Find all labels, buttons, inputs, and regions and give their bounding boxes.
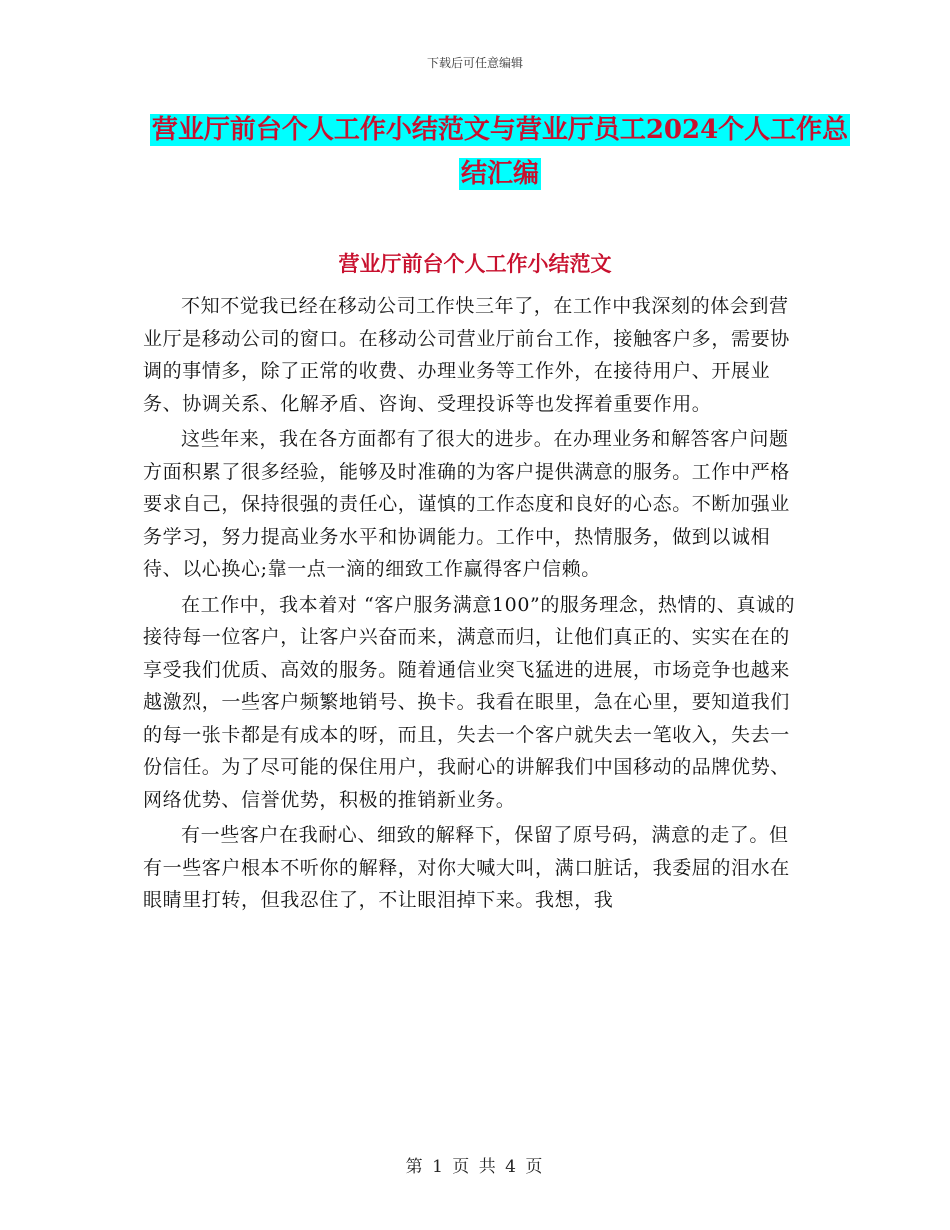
document-title-text: 营业厅前台个人工作小结范文与营业厅员工2024个人工作总结汇编 <box>151 115 849 189</box>
header-note: 下载后可任意编辑 <box>426 56 523 70</box>
section-title: 营业厅前台个人工作小结范文 <box>338 251 612 276</box>
document-body <box>143 290 803 920</box>
paragraph: 在工作中，我本着对 “客户服务满意100”的服务理念，热情的、真诚的接待每一位客户，让客户兴奋而来，满意而归，让他们真正的、实实在在的享受我们优质、高效的服务。随着通信业突飞猛进的进展，市场竞争也越来越激烈，一些客户频繁地销号、换卡。我看在眼里，急在心里，要知道我们的每一张卡都是有成本的呀，而且，失去一个客户就失去一笔收入，失去一份信任。为了尽可能的保住用户，我耐心的讲解我们中国移动的品牌优势、网络优势、信誉优势，积极的推销新业务。 <box>143 593 796 811</box>
paragraph: 不知不觉我已经在移动公司工作快三年了，在工作中我深刻的体会到营业厅是移动公司的窗口。在移动公司营业厅前台工作，接触客户多，需要协调的事情多，除了正常的收费、办理业务等工作外，在接待用户、开展业务、协调关系、化解矛盾、咨询、受理投诉等也发挥着重要作用。 <box>143 295 790 415</box>
page-number-footer: 第 1 页 共 4 页 <box>405 1157 545 1177</box>
document-title <box>140 108 860 196</box>
paragraph: 有一些客户在我耐心、细致的解释下，保留了原号码，满意的走了。但有一些客户根本不听你的解释，对你大喊大叫，满口脏话，我委屈的泪水在眼睛里打转，但我忍住了，不让眼泪掉下来。我想，我 <box>143 824 790 911</box>
paragraph: 这些年来，我在各方面都有了很大的进步。在办理业务和解答客户问题方面积累了很多经验，能够及时准确的为客户提供满意的服务。工作中严格要求自己，保持很强的责任心，谨慎的工作态度和良好的心态。不断加强业务学习，努力提高业务水平和协调能力。工作中，热情服务，做到以诚相待、以心换心;靠一点一滴的细致工作赢得客户信赖。 <box>143 428 790 580</box>
